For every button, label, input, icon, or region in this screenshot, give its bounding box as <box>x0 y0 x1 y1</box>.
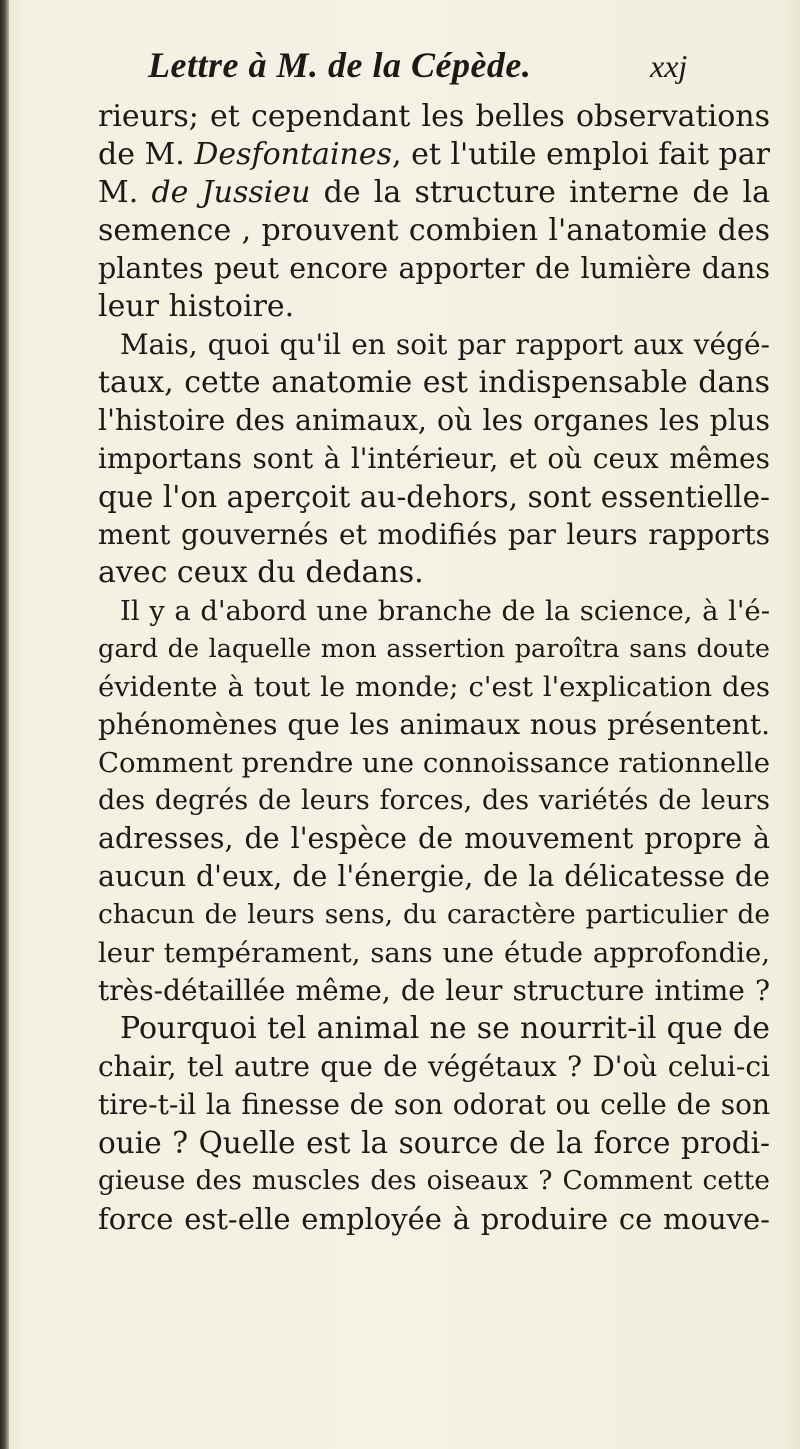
text-line: Pourquoi tel animal ne se nourrit-il que de <box>120 1011 770 1046</box>
text-line: adresses, de l'espèce de mouvement propre à <box>98 822 770 855</box>
text-line: chair, tel autre que de végétaux ? D'où celui-ci <box>98 1050 770 1083</box>
running-title: Lettre à M. de la Cépède. <box>148 45 532 85</box>
text-line: très-détaillée même, de leur structure intime ? <box>98 974 770 1007</box>
text-line: Comment prendre une connoissance rationnelle <box>98 747 770 779</box>
text-line: semence , prouvent combien l'anatomie des <box>98 213 770 248</box>
running-head <box>100 38 780 98</box>
text-line: taux, cette anatomie est indispensable dans <box>98 365 770 400</box>
page-number: xxj <box>650 48 688 84</box>
text-line: rieurs; et cependant les belles observations <box>98 99 770 134</box>
text-line: des degrés de leurs forces, des variétés de leurs <box>98 785 770 816</box>
text-line: aucun d'eux, de l'énergie, de la délicatesse de <box>98 860 770 893</box>
text-line: gard de laquelle mon assertion paroîtra sans doute <box>98 634 770 664</box>
text-line: leur histoire. <box>98 289 295 324</box>
text-line: l'histoire des animaux, où les organes les plus <box>98 404 770 437</box>
text-line: chacun de leurs sens, du caractère particulier de <box>98 899 770 930</box>
text-line: leur tempérament, sans une étude approfondie, <box>98 937 770 969</box>
body-text <box>98 98 770 1238</box>
text-line: force est-elle employée à produire ce mouve- <box>98 1202 770 1236</box>
text-line: de M. Desfontaines, et l'utile emploi fait par <box>98 137 770 172</box>
text-line: M. de Jussieu de la structure interne de la <box>98 175 770 210</box>
text-line: gieuse des muscles des oiseaux ? Comment cette <box>98 1165 770 1196</box>
text-line: ment gouvernés et modifiés par leurs rapports <box>98 518 770 551</box>
text-line: tire-t-il la finesse de son odorat ou celle de son <box>98 1088 770 1121</box>
text-line: Mais, quoi qu'il en soit par rapport aux végé- <box>120 328 770 361</box>
text-line: Il y a d'abord une branche de la science, à l'é- <box>120 595 770 627</box>
page-binding-edge <box>0 0 9 1449</box>
text-line: que l'on aperçoit au-dehors, sont essentielle- <box>98 480 770 514</box>
text-line: importans sont à l'intérieur, et où ceux mêmes <box>98 442 770 475</box>
text-line: avec ceux du dedans. <box>98 555 424 590</box>
text-line: ouie ? Quelle est la source de la force prodi- <box>98 1126 770 1160</box>
text-line: plantes peut encore apporter de lumière dans <box>98 252 770 285</box>
text-line: phénomènes que les animaux nous présentent. <box>98 708 770 741</box>
text-line: évidente à tout le monde; c'est l'explication des <box>98 671 770 703</box>
